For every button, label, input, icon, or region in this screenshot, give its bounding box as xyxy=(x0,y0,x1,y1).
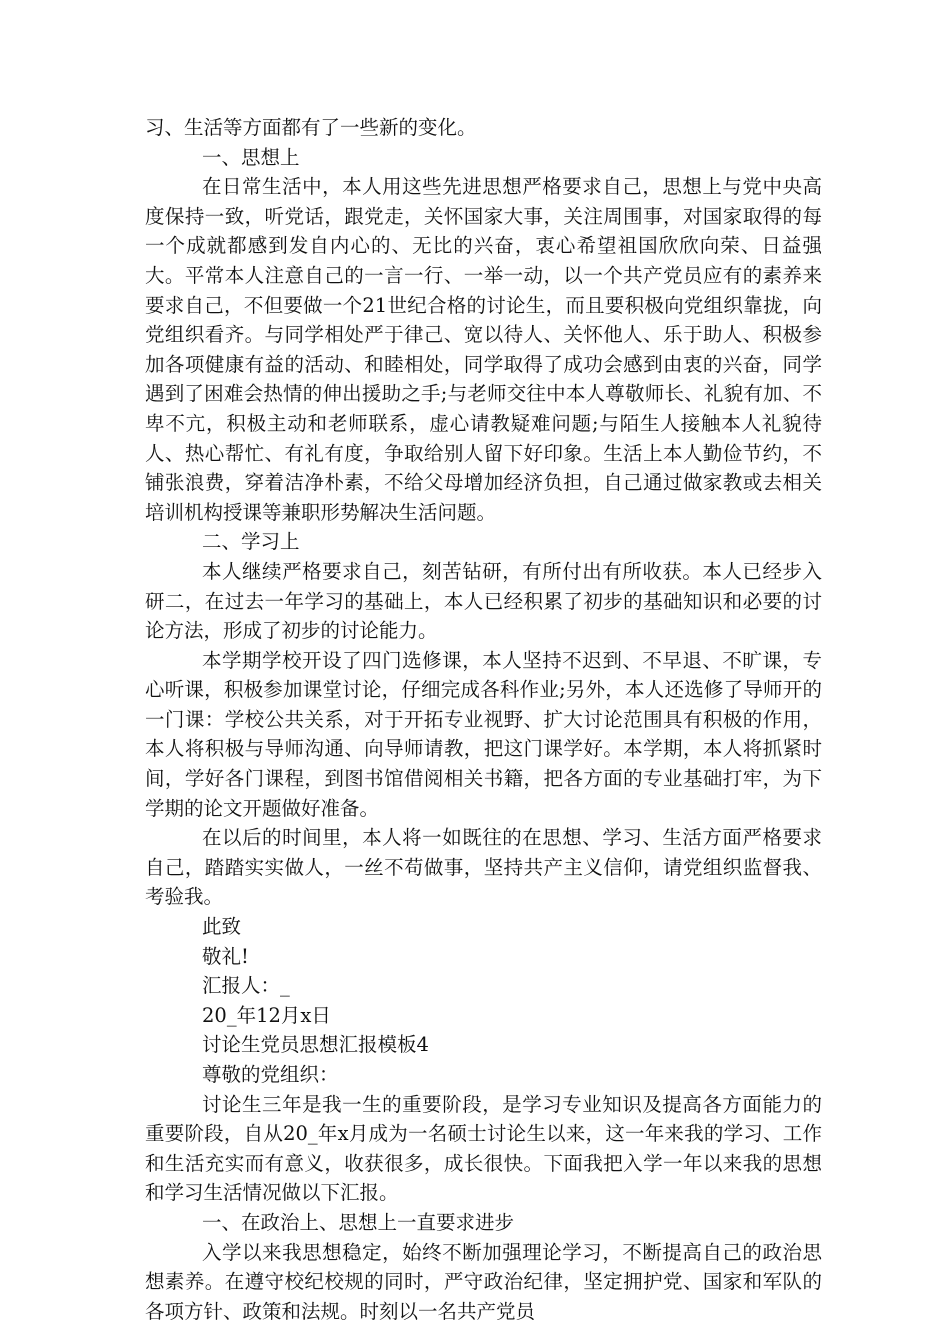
section-heading-politics: 一、在政治上、思想上一直要求进步 xyxy=(202,1210,515,1234)
section-heading-thought: 一、思想上 xyxy=(202,145,300,169)
template-title: 讨论生党员思想汇报模板4 xyxy=(202,1033,429,1057)
reporter-line: 汇报人：_ xyxy=(202,974,290,998)
paragraph-conclusion: 在以后的时间里，本人将一如既往的在思想、学习、生活方面严格要求自己，踏踏实实做人，一丝不苟做事，坚持共产主义信仰，请党组织监督我、考验我。 xyxy=(145,826,822,909)
paragraph-thought-body: 在日常生活中，本人用这些先进思想严格要求自己，思想上与党中央高度保持一致，听党话，跟党走，关怀国家大事，关注周围事，对国家取得的每一个成就都感到发自内心的、无比的兴奋，衷心希望祖国欣欣向荣、日益强大。平常本人注意自己的一言一行、一举一动，以一个共产党员应有的素养来要求自己，不但要做一个21世纪合格的讨论生，而且要积极向党组织靠拢，向党组织看齐。与同学相处严于律己、宽以待人、关怀他人、乐于助人、积极参加各项健康有益的活动、和睦相处，同学取得了成功会感到由衷的兴奋，同学遇到了困难会热情的伸出援助之手;与老师交往中本人尊敬师长、礼貌有加、不卑不亢，积极主动和老师联系，虚心请教疑难问题;与陌生人接触本人礼貌待人、热心帮忙、有礼有度，争取给别人留下好印象。生活上本人勤俭节约，不铺张浪费，穿着洁净朴素，不给父母增加经济负担，自己通过做家教或去相关培训机构授课等兼职形势解决生活问题。 xyxy=(145,175,822,524)
paragraph-study-body-1: 本人继续严格要求自己，刻苦钻研，有所付出有所收获。本人已经步入研二，在过去一年学习的基础上，本人已经积累了初步的基础知识和必要的讨论方法，形成了初步的讨论能力。 xyxy=(145,559,822,643)
date-line: 20_年12月x日 xyxy=(202,1003,331,1027)
section-heading-study: 二、学习上 xyxy=(202,530,300,554)
closing-salutation: 此致 xyxy=(202,915,242,939)
closing-regards: 敬礼! xyxy=(202,944,249,968)
paragraph-study-body-2: 本学期学校开设了四门选修课，本人坚持不迟到、不早退、不旷课，专心听课，积极参加课堂讨论，仔细完成各科作业;另外，本人还选修了导师开的一门课：学校公共关系，对于开拓专业视野、扩大讨论范围具有积极的作用，本人将积极与导师沟通、向导师请教，把这门课学好。本学期，本人将抓紧时间，学好各门课程，到图书馆借阅相关书籍，把各方面的专业基础打牢，为下学期的论文开题做好准备。 xyxy=(145,648,822,820)
paragraph-continuation: 习、生活等方面都有了一些新的变化。 xyxy=(145,116,477,139)
greeting-line: 尊敬的党组织： xyxy=(202,1063,339,1086)
paragraph-politics-body: 入学以来我思想稳定，始终不断加强理论学习，不断提高自己的政治思想素养。在遵守校纪校规的同时，严守政治纪律，坚定拥护党、国家和军队的各项方针、政策和法规。时刻以一名共产党员 xyxy=(145,1240,822,1323)
paragraph-intro: 讨论生三年是我一生的重要阶段，是学习专业知识及提高各方面能力的重要阶段，自从20_年x月成为一名硕士讨论生以来，这一年来我的学习、工作和生活充实而有意义，收获很多，成长很快。下面我把入学一年以来我的思想和学习生活情况做以下汇报。 xyxy=(145,1092,822,1205)
